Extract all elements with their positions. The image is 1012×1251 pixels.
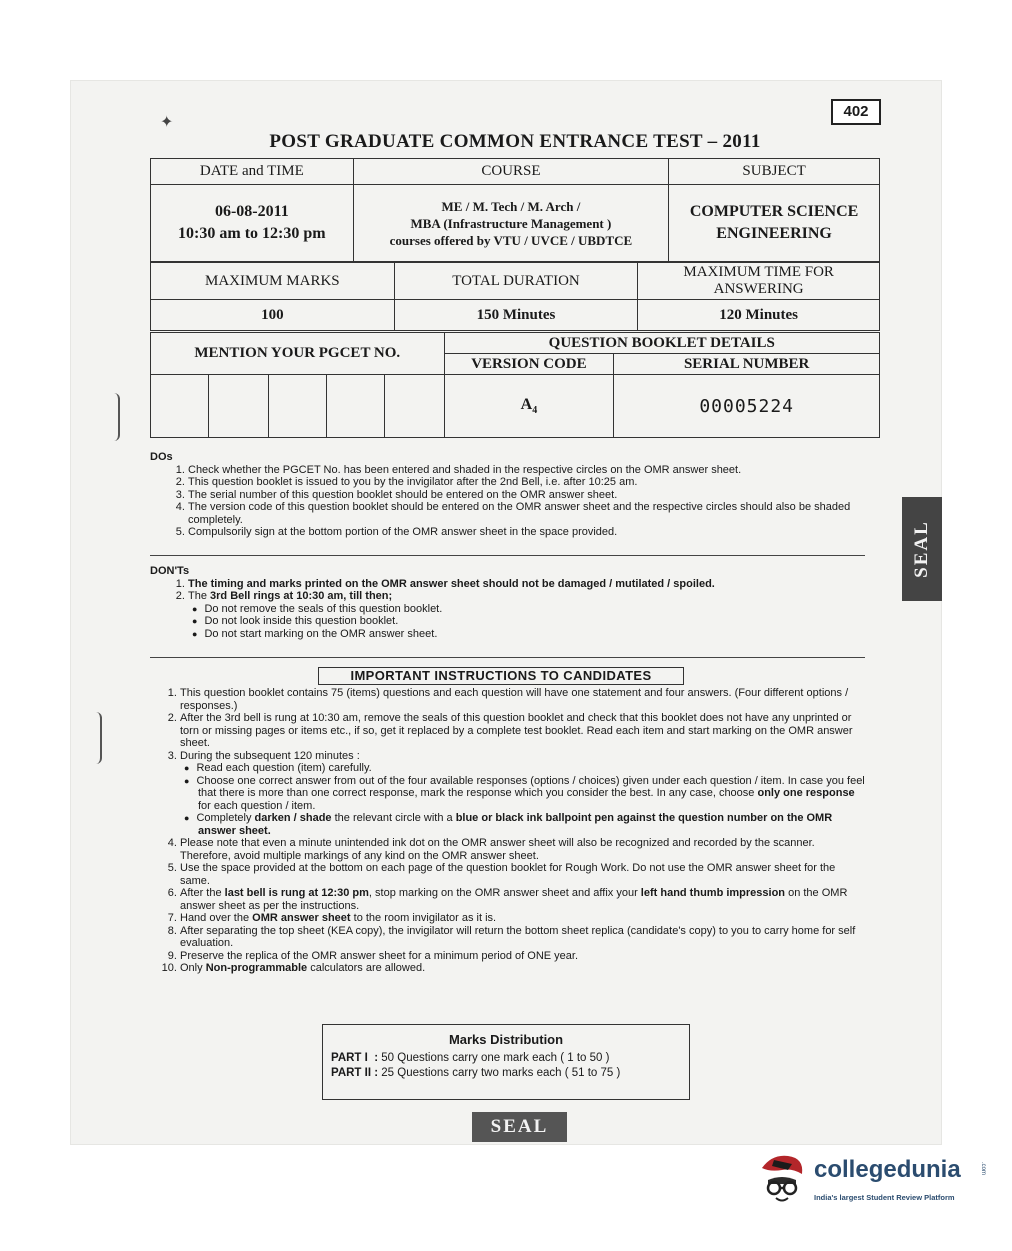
margin-bracket: [94, 712, 102, 764]
max-marks-value: 100: [151, 300, 395, 331]
donts-heading: DON'Ts: [150, 565, 190, 577]
bullet-item: [198, 812, 865, 837]
part-text: 50 Questions carry one mark each ( 1 to 50 ): [381, 1052, 610, 1064]
part-separator: :: [367, 1052, 382, 1064]
donts-item-bold: 3rd Bell rings at 10:30 am, till then;: [210, 590, 393, 602]
instruction-bold: only one response: [757, 787, 855, 799]
seal-side-text: SEAL: [911, 520, 933, 578]
max-time-value: 120 Minutes: [638, 300, 880, 331]
exam-date: 06-08-2011: [214, 203, 289, 220]
page-title: POST GRADUATE COMMON ENTRANCE TEST – 2011: [269, 131, 761, 152]
pgcet-label: MENTION YOUR PGCET NO.: [151, 333, 445, 375]
part-separator: :: [371, 1067, 382, 1079]
max-marks-header: MAXIMUM MARKS: [151, 263, 395, 300]
list-item: [188, 590, 865, 640]
version-code-value: [444, 375, 614, 438]
list-item: 5. Compulsorily sign at the bottom portion of the OMR answer sheet in the space provided.: [188, 526, 865, 539]
seal-side[interactable]: [902, 497, 942, 601]
instructions-section: [150, 687, 865, 975]
donts-section: [150, 565, 865, 640]
divider: [150, 657, 865, 658]
booklet-details-label: QUESTION BOOKLET DETAILS: [444, 333, 879, 354]
brand-domain: .com: [980, 1162, 986, 1176]
date-time-value: [151, 185, 354, 262]
exam-time: 10:30 am to 12:30 pm: [178, 225, 326, 242]
instructions-heading: IMPORTANT INSTRUCTIONS TO CANDIDATES: [318, 667, 684, 685]
instruction-bold: left hand thumb impression: [640, 887, 786, 899]
dos-section: [150, 451, 865, 539]
exam-info-table: [150, 158, 880, 262]
bullet-item: [198, 775, 865, 813]
marks-part-row: [323, 1066, 689, 1081]
course-header: COURSE: [353, 159, 669, 185]
bullet-item: ● Read each question (item) carefully.: [198, 762, 865, 775]
instruction-text: Only: [180, 962, 206, 974]
bullet-item: ● Do not look inside this question booklet.: [206, 615, 865, 628]
list-item: 9. Preserve the replica of the OMR answer sheet for a minimum period of ONE year.: [180, 950, 865, 963]
instruction-text: calculators are allowed.: [307, 962, 426, 974]
list-item: [180, 912, 865, 925]
version-code-letter: A: [520, 395, 533, 413]
list-item: 3. The serial number of this question booklet should be entered on the OMR answer sheet.: [188, 489, 865, 502]
marks-distribution-box: [322, 1024, 690, 1100]
divider: [150, 555, 865, 556]
marks-distribution-title: Marks Distribution: [448, 1032, 564, 1047]
instruction-bold: last bell is rung at 12:30 pm: [224, 887, 369, 899]
date-time-header: DATE and TIME: [151, 159, 354, 185]
duration-value: 150 Minutes: [394, 300, 638, 331]
version-code-sub: 4: [532, 405, 538, 417]
list-item: [180, 750, 865, 838]
instruction-text: Choose one correct answer from out of the four available responses (options / choices) given under each question / item. In case you feel that there is more than one correct response, mark the response which you consider the best. In any case, choose: [196, 774, 865, 799]
instruction-text: on the OMR answer sheet as per the instructions.: [180, 887, 848, 912]
instruction-bold: OMR answer sheet: [252, 912, 351, 924]
marks-part-row: [323, 1051, 689, 1066]
instruction-bold: darken / shade: [254, 812, 332, 824]
list-item: 2. After the 3rd bell is rung at 10:30 am, remove the seals of this question booklet and check that this booklet does not have any unprinted or torn or missing pages or items etc., if so, get it replaced by a complete test booklet. Read each item and start marking on the OMR answer sheet.: [180, 712, 865, 750]
subject-header: SUBJECT: [669, 159, 880, 185]
instruction-text: After the: [180, 887, 225, 899]
serial-number-label: SERIAL NUMBER: [614, 354, 880, 375]
max-time-header: [638, 263, 880, 300]
pgcet-digit-box[interactable]: [384, 375, 444, 438]
course-line: MBA (Infrastructure Management ): [410, 215, 612, 231]
subject-line: ENGINEERING: [716, 225, 832, 242]
part-label: PART II: [331, 1067, 372, 1079]
seal-bottom[interactable]: SEAL: [472, 1112, 567, 1142]
part-label: PART I: [331, 1052, 368, 1064]
serial-number-value: 00005224: [614, 375, 880, 438]
list-item: 8. After separating the top sheet (KEA copy), the invigilator will return the bottom sheet replica (candidate's copy) to you to carry home for self evaluation.: [180, 925, 865, 950]
list-item: [180, 887, 865, 912]
pgcet-digit-box[interactable]: [208, 375, 268, 438]
course-line: ME / M. Tech / M. Arch /: [441, 198, 581, 214]
list-item: 4. Please note that even a minute unintended ink dot on the OMR answer sheet will also be recognized and recorded by the scanner. Therefore, avoid multiple markings of any kind on the OMR answer sheet.: [180, 837, 865, 862]
list-item: 4. The version code of this question booklet should be entered on the OMR answer sheet and the respective circles should also be shaded completely.: [188, 501, 865, 526]
instruction-text: During the subsequent 120 minutes :: [180, 749, 360, 762]
instruction-text: the relevant circle with a: [331, 812, 456, 824]
list-item: 1. This question booklet contains 75 (items) questions and each question will have one statement and four answers. (Four different options / responses.): [180, 687, 865, 712]
instruction-text: to the room invigilator as it is.: [350, 912, 497, 924]
pgcet-digit-box[interactable]: [268, 375, 326, 438]
subject-line: COMPUTER SCIENCE: [689, 203, 859, 220]
version-code-label: VERSION CODE: [444, 354, 614, 375]
brand-name: collegedunia: [814, 1156, 961, 1183]
instruction-text: Hand over the: [180, 912, 253, 924]
donts-item-text: The: [188, 590, 211, 602]
star-mark-icon: ✦: [160, 112, 174, 131]
instruction-text: for each question / item.: [198, 799, 316, 812]
list-item: 2. This question booklet is issued to you by the invigilator after the 2nd Bell, i.e. after 10:25 am.: [188, 476, 865, 489]
instruction-text: , stop marking on the OMR answer sheet and affix your: [368, 887, 641, 899]
part-text: 25 Questions carry two marks each ( 51 to 75 ): [381, 1067, 621, 1079]
list-item: [188, 578, 865, 591]
brand-tagline: India's largest Student Review Platform: [814, 1193, 955, 1202]
max-time-header-line: MAXIMUM TIME FOR: [683, 264, 834, 280]
pgcet-booklet-table: [150, 332, 880, 438]
pgcet-digit-box[interactable]: [151, 375, 209, 438]
bullet-item: ● Do not remove the seals of this question booklet.: [206, 603, 865, 616]
course-value: [353, 185, 669, 262]
duration-header: TOTAL DURATION: [394, 263, 638, 300]
graduate-cap-icon: [752, 1150, 812, 1206]
list-item: 5. Use the space provided at the bottom on each page of the question booklet for Rough Work. Do not use the OMR answer sheet for the same.: [180, 862, 865, 887]
instruction-text: Completely: [196, 812, 255, 824]
donts-item-text: The timing and marks printed on the OMR answer sheet should not be damaged / mutilated / spoiled.: [188, 577, 715, 590]
list-item: [180, 962, 865, 975]
pgcet-digit-box[interactable]: [326, 375, 384, 438]
subject-value: [669, 185, 880, 262]
collegedunia-logo: [752, 1150, 992, 1210]
bullet-item: ● Do not start marking on the OMR answer sheet.: [206, 628, 865, 641]
max-time-header-line: ANSWERING: [713, 281, 804, 297]
marks-table: [150, 262, 880, 331]
course-line: courses offered by VTU / UVCE / UBDTCE: [389, 232, 633, 248]
booklet-code: 402: [831, 99, 881, 125]
instruction-bold: blue or black ink ballpoint pen against the question number on the OMR answer sheet.: [198, 812, 833, 837]
list-item: 1. Check whether the PGCET No. has been entered and shaded in the respective circles on the OMR answer sheet.: [188, 464, 865, 477]
instruction-bold: Non-programmable: [205, 962, 308, 974]
dos-heading: DOs: [150, 451, 173, 463]
margin-bracket: [112, 393, 120, 441]
